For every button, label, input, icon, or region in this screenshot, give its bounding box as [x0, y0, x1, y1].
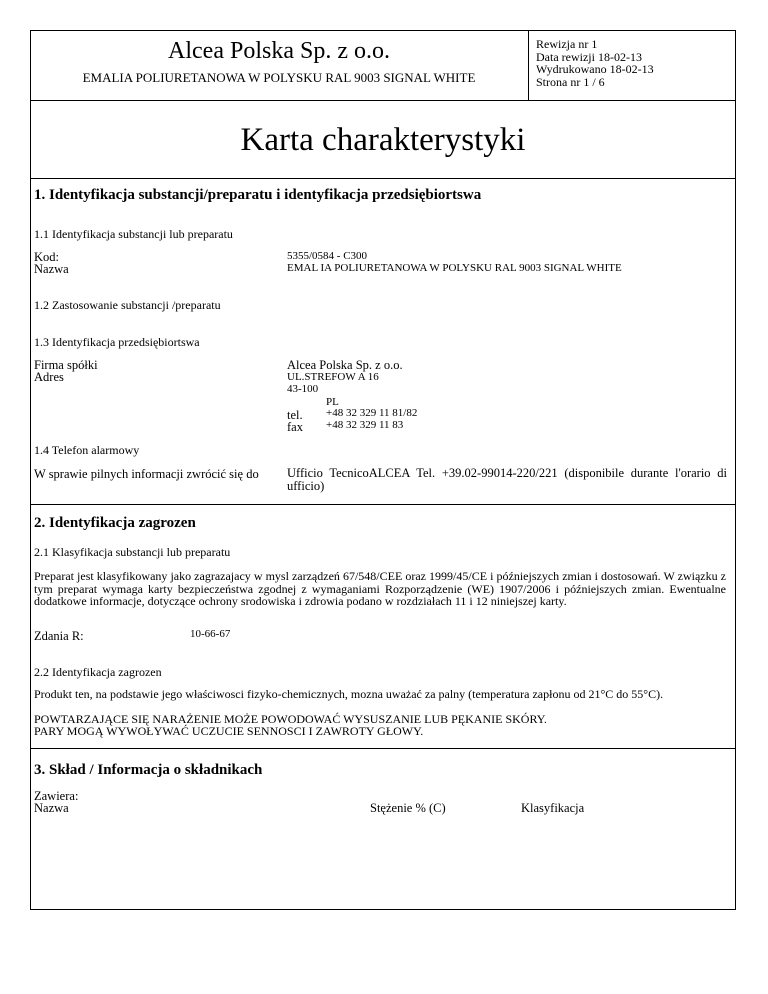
subsection-2-2: 2.2 Identyfikacja zagrozen: [34, 665, 162, 679]
urgent-label: W sprawie pilnych informacji zwrócić się do: [34, 467, 259, 481]
tel-value: +48 32 329 11 81/82: [326, 407, 418, 419]
revision-number: Rewizja nr 1: [536, 37, 598, 51]
address-country: PL: [326, 396, 339, 408]
firma-label: Firma spółki: [34, 358, 98, 372]
column-stezenie: Stężenie % (C): [370, 801, 446, 815]
column-klasyfikacja: Klasyfikacja: [521, 801, 585, 815]
section3-heading: 3. Skład / Informacja o składnikach: [34, 762, 263, 778]
subsection-1-4: 1.4 Telefon alarmowy: [34, 443, 140, 457]
adres-label: Adres: [34, 370, 64, 384]
subsection-2-1: 2.1 Klasyfikacja substancji lub preparatu: [34, 545, 231, 559]
title-rule: [30, 178, 736, 179]
fax-label: fax: [287, 420, 303, 434]
address-street: UL.STREFOW A 16: [287, 371, 379, 383]
company-name: Alcea Polska Sp. z o.o.: [168, 38, 390, 64]
kod-label: Kod:: [34, 250, 59, 264]
classification-paragraph: Preparat jest klasyfikowany jako zagrazajacy w mysl zarządzeń 67/548/CEE oraz 1999/45/CE i późniejszych zmian i dostosowań. W związku z tym preparat wymaga karty bezpieczeństwa zgodnej z wymaganiami Rozporządzenie (WE) 1907/2006 i późniejszych zmian. Ewentualne dodatkowe informacje, dotyczące ochrony srodowiska i zdrowia podano w rozdziałach 11 i 12 niniejszej karty.: [34, 569, 726, 608]
firma-value: Alcea Polska Sp. z o.o.: [287, 358, 403, 372]
zdania-label: Zdania R:: [34, 629, 84, 643]
urgent-contact: Ufficio TecnicoALCEA Tel. +39.02-99014-220/221 (disponibile durante l'orario di ufficio): [287, 466, 727, 493]
revision-info: [536, 38, 654, 88]
tel-label: tel.: [287, 408, 303, 422]
kod-value: 5355/0584 - C300: [287, 250, 368, 262]
print-date: Wydrukowano 18-02-13: [536, 62, 654, 76]
section1-heading: 1. Identyfikacja substancji/preparatu i identyfikacja przedsiębiortswa: [34, 187, 482, 203]
subsection-1-1: 1.1 Identyfikacja substancji lub preparatu: [34, 227, 233, 241]
hazard-warning-skin: POWTARZAJĄCE SIĘ NARAŻENIE MOŻE POWODOWAĆ WYSUSZANIE LUB PĘKANIE SKÓRY.: [34, 712, 547, 726]
fax-value: +48 32 329 11 83: [326, 419, 404, 431]
subsection-1-2: 1.2 Zastosowanie substancji /preparatu: [34, 298, 221, 312]
section1-rule: [30, 504, 736, 505]
hazard-warning-vapour: PARY MOGĄ WYWOŁYWAĆ UCZUCIE SENNOSCI I ZAWROTY GŁOWY.: [34, 724, 424, 738]
section2-heading: 2. Identyfikacja zagrozen: [34, 515, 196, 531]
header-divider: [528, 30, 529, 100]
zdania-value: 10-66-67: [190, 628, 231, 640]
zawiera-label: Zawiera:: [34, 789, 79, 803]
section2-rule: [30, 748, 736, 749]
nazwa-value: EMAL IA POLIURETANOWA W POLYSKU RAL 9003 SIGNAL WHITE: [287, 262, 622, 274]
address-postcode: 43-100: [287, 383, 319, 395]
hazard-paragraph: Produkt ten, na podstawie jego właściwosci fizyko-chemicznych, mozna uważać za palny (temperatura zapłonu od 21°C do 55°C).: [34, 687, 664, 701]
subsection-1-3: 1.3 Identyfikacja przedsiębiortswa: [34, 335, 200, 349]
revision-date: Data rewizji 18-02-13: [536, 49, 642, 64]
product-name: EMALIA POLIURETANOWA W POLYSKU RAL 9003 SIGNAL WHITE: [82, 70, 476, 85]
header-rule: [30, 100, 736, 101]
nazwa-label: Nazwa: [34, 262, 69, 276]
page-number: Strona nr 1 / 6: [536, 74, 605, 89]
document-title: Karta charakterystyki: [240, 122, 526, 158]
column-nazwa: Nazwa: [34, 801, 69, 815]
